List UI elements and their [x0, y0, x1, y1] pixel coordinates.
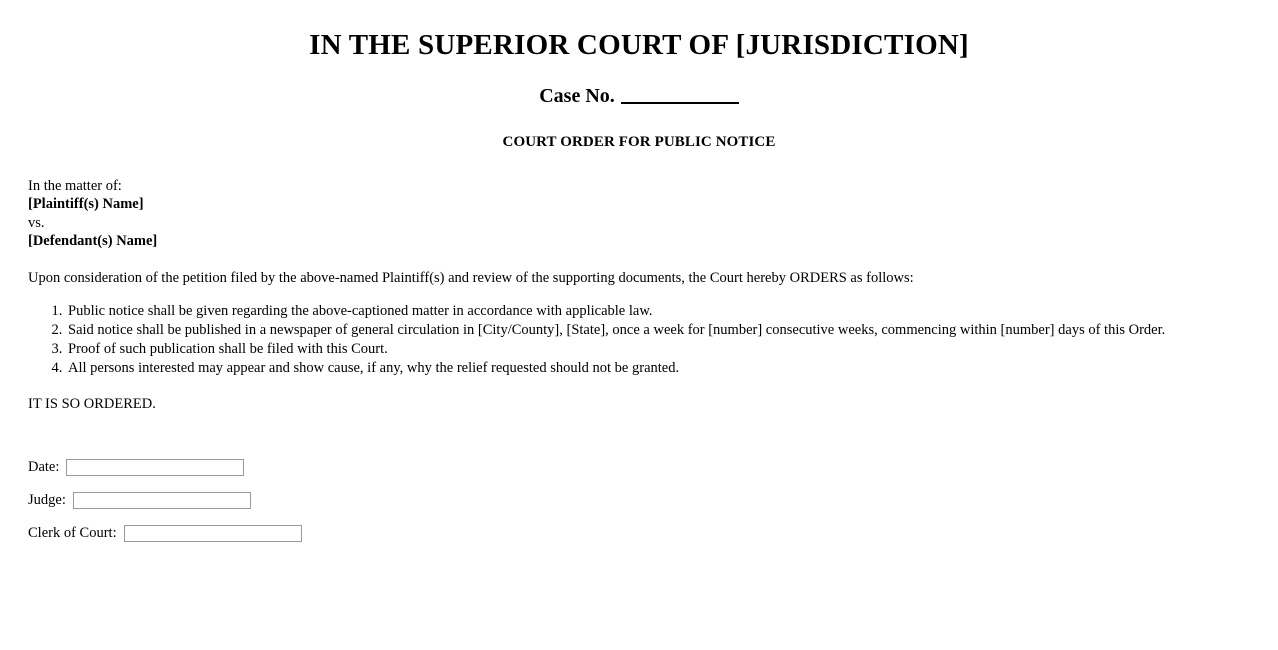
judge-input[interactable]: [73, 492, 251, 509]
matter-intro-label: In the matter of:: [28, 177, 122, 194]
orders-list: [28, 302, 1250, 379]
case-number-line: [28, 85, 1250, 108]
page-title: IN THE SUPERIOR COURT OF [JURISDICTION]: [309, 29, 969, 61]
clerk-label: Clerk of Court:: [28, 525, 117, 542]
case-number-blank: [621, 86, 739, 104]
versus-label: vs.: [28, 214, 45, 231]
document-subtitle: COURT ORDER FOR PUBLIC NOTICE: [502, 133, 776, 150]
date-label: Date:: [28, 459, 60, 476]
clerk-input[interactable]: [124, 525, 302, 542]
list-item: 2. Said notice shall be published in a newspaper of general circulation in [City/County], [State], once a week for [number] consecutive weeks, commencing within [number] days of this Order.: [66, 321, 1250, 340]
case-number-label: Case No.: [539, 84, 615, 107]
defendant-name: [Defendant(s) Name]: [28, 233, 158, 250]
date-row: [28, 459, 1250, 476]
judge-row: [28, 492, 1250, 509]
list-item: 3. Proof of such publication shall be filed with this Court.: [66, 340, 1250, 359]
so-ordered-text: IT IS SO ORDERED.: [28, 396, 156, 413]
judge-label: Judge:: [28, 492, 66, 509]
date-input[interactable]: [66, 459, 244, 476]
signature-block: [28, 459, 1250, 542]
matter-block: [28, 177, 1250, 251]
preamble-paragraph: Upon consideration of the petition filed by the above-named Plaintiff(s) and review of the supporting documents, the Court hereby ORDERS as follows:: [28, 269, 914, 286]
list-item: 1. Public notice shall be given regarding the above-captioned matter in accordance with applicable law.: [66, 302, 1250, 321]
clerk-row: [28, 525, 1250, 542]
plaintiff-name: [Plaintiff(s) Name]: [28, 196, 144, 213]
list-item: 4. All persons interested may appear and show cause, if any, why the relief requested should not be granted.: [66, 359, 1250, 378]
